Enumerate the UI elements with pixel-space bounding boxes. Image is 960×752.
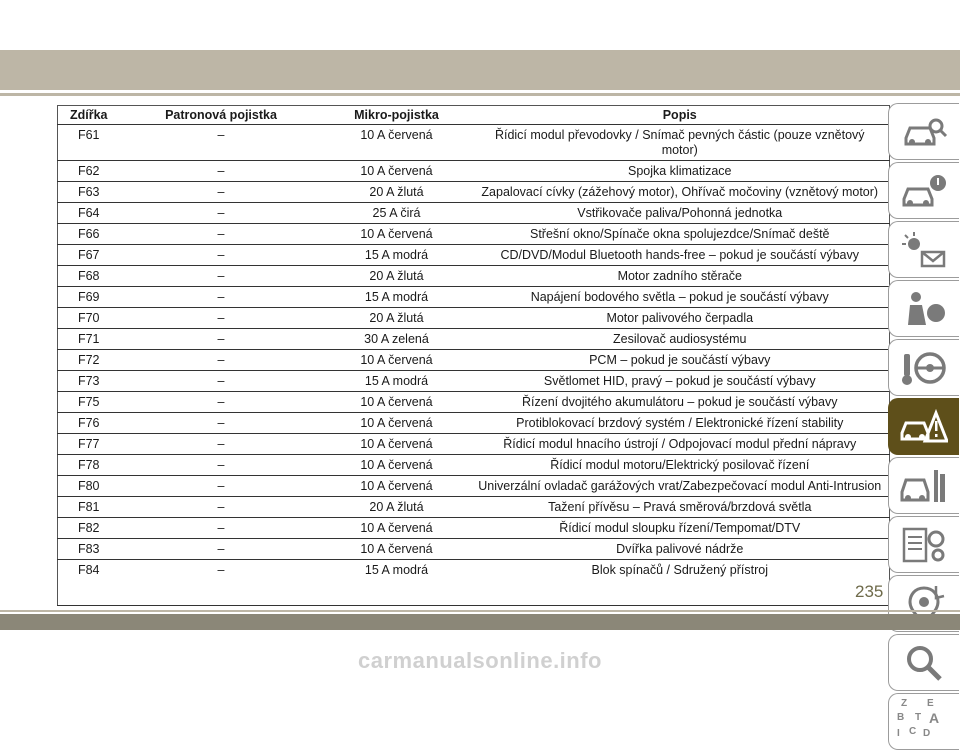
cell-slot: F71 (58, 329, 120, 350)
cell-description: Blok spínačů / Sdružený přístroj (471, 560, 890, 606)
tab-getting-to-know[interactable] (888, 103, 959, 160)
cell-slot: F76 (58, 413, 120, 434)
alphabet-index-icon (889, 694, 959, 749)
cell-mini-fuse: 25 A čirá (323, 203, 471, 224)
index-letter: D (923, 728, 931, 739)
cell-cartridge-fuse: – (120, 203, 323, 224)
cell-cartridge-fuse: – (120, 350, 323, 371)
header-description: Popis (471, 106, 890, 125)
cell-description: Protiblokovací brzdový systém / Elektronické řízení stability (471, 413, 890, 434)
cell-mini-fuse: 15 A modrá (323, 560, 471, 606)
table-header-row (58, 106, 890, 125)
table-row (58, 224, 890, 245)
table-row (58, 455, 890, 476)
table-row (58, 125, 890, 161)
tab-instruments[interactable] (888, 221, 959, 278)
table-row (58, 308, 890, 329)
cell-mini-fuse: 10 A červená (323, 161, 471, 182)
index-letter: I (897, 728, 900, 739)
cell-description: CD/DVD/Modul Bluetooth hands-free – pokud je součástí výbavy (471, 245, 890, 266)
cell-cartridge-fuse: – (120, 329, 323, 350)
cell-description: Napájení bodového světla – pokud je součástí výbavy (471, 287, 890, 308)
fuse-table (57, 105, 890, 606)
cell-description: Dvířka palivové nádrže (471, 539, 890, 560)
index-letter: C (909, 726, 917, 737)
cell-description: Řídicí modul sloupku řízení/Tempomat/DTV (471, 518, 890, 539)
cell-description: Motor zadního stěrače (471, 266, 890, 287)
table-row (58, 539, 890, 560)
cell-description: Řídicí modul převodovky / Snímač pevných částic (pouze vznětový motor) (471, 125, 890, 161)
cell-slot: F77 (58, 434, 120, 455)
cell-mini-fuse: 10 A červená (323, 125, 471, 161)
table-row (58, 182, 890, 203)
cell-description: Univerzální ovladač garážových vrat/Zabezpečovací modul Anti-Intrusion (471, 476, 890, 497)
cell-cartridge-fuse: – (120, 371, 323, 392)
cell-cartridge-fuse: – (120, 392, 323, 413)
tab-servicing[interactable] (888, 457, 959, 514)
cell-slot: F70 (58, 308, 120, 329)
cell-mini-fuse: 10 A červená (323, 539, 471, 560)
tab-safety[interactable] (888, 280, 959, 337)
steering-key-icon (900, 348, 948, 388)
cell-description: Zesilovač audiosystému (471, 329, 890, 350)
cell-description: Řídicí modul motoru/Elektrický posilovač řízení (471, 455, 890, 476)
cell-cartridge-fuse: – (120, 560, 323, 606)
cell-description: Vstřikovače paliva/Pohonná jednotka (471, 203, 890, 224)
cell-slot: F62 (58, 161, 120, 182)
cell-cartridge-fuse: – (120, 413, 323, 434)
index-letter: T (915, 712, 922, 723)
table-row (58, 350, 890, 371)
car-info-icon (900, 171, 948, 211)
cell-description: Zapalovací cívky (zážehový motor), Ohřívač močoviny (vznětový motor) (471, 182, 890, 203)
table-row (58, 266, 890, 287)
table-row (58, 476, 890, 497)
cell-slot: F83 (58, 539, 120, 560)
tab-car-info[interactable] (888, 162, 959, 219)
tab-technical-specs[interactable] (888, 516, 959, 573)
cell-cartridge-fuse: – (120, 245, 323, 266)
cell-mini-fuse: 10 A červená (323, 434, 471, 455)
cell-mini-fuse: 10 A červená (323, 518, 471, 539)
cell-mini-fuse: 30 A zelená (323, 329, 471, 350)
cell-slot: F69 (58, 287, 120, 308)
page-number: 235 (855, 582, 884, 601)
cell-mini-fuse: 10 A červená (323, 392, 471, 413)
cell-description: PCM – pokud je součástí výbavy (471, 350, 890, 371)
cell-slot: F82 (58, 518, 120, 539)
cell-mini-fuse: 20 A žlutá (323, 308, 471, 329)
cell-slot: F72 (58, 350, 120, 371)
cell-slot: F81 (58, 497, 120, 518)
cell-mini-fuse: 20 A žlutá (323, 497, 471, 518)
cell-slot: F67 (58, 245, 120, 266)
cell-slot: F75 (58, 392, 120, 413)
cell-cartridge-fuse: – (120, 476, 323, 497)
table-row (58, 434, 890, 455)
cell-slot: F66 (58, 224, 120, 245)
table-row (58, 497, 890, 518)
cell-description: Světlomet HID, pravý – pokud je součástí výbavy (471, 371, 890, 392)
cell-description: Spojka klimatizace (471, 161, 890, 182)
index-letter: E (927, 698, 934, 709)
cell-mini-fuse: 15 A modrá (323, 245, 471, 266)
cell-slot: F68 (58, 266, 120, 287)
cell-slot: F78 (58, 455, 120, 476)
tab-emergency[interactable] (888, 398, 959, 455)
footer-band (0, 614, 960, 630)
car-tools-icon (900, 466, 948, 506)
cell-description: Řídicí modul hnacího ústrojí / Odpojovací modul přední nápravy (471, 434, 890, 455)
index-letter: A (929, 710, 940, 726)
cell-mini-fuse: 10 A červená (323, 455, 471, 476)
table-row (58, 161, 890, 182)
table-row (58, 287, 890, 308)
watermark: carmanualsonline.info (358, 648, 602, 673)
cell-cartridge-fuse: – (120, 497, 323, 518)
cell-mini-fuse: 15 A modrá (323, 287, 471, 308)
footer-rule (0, 610, 960, 612)
cell-mini-fuse: 10 A červená (323, 413, 471, 434)
cell-cartridge-fuse: – (120, 308, 323, 329)
cell-slot: F61 (58, 125, 120, 161)
tab-index[interactable] (888, 693, 959, 750)
header-rule (0, 93, 960, 96)
table-row (58, 560, 890, 606)
header-slot: Zdířka (58, 106, 120, 125)
list-gears-icon (900, 525, 948, 565)
car-warning-icon (900, 407, 948, 447)
cell-cartridge-fuse: – (120, 518, 323, 539)
cell-cartridge-fuse: – (120, 125, 323, 161)
table-row (58, 329, 890, 350)
cell-cartridge-fuse: – (120, 224, 323, 245)
cell-description: Řízení dvojitého akumulátoru – pokud je součástí výbavy (471, 392, 890, 413)
header-mini-fuse: Mikro-pojistka (323, 106, 471, 125)
car-search-icon (900, 112, 948, 152)
tab-starting-driving[interactable] (888, 339, 959, 396)
cell-cartridge-fuse: – (120, 182, 323, 203)
table-row (58, 413, 890, 434)
table-row (58, 245, 890, 266)
cell-slot: F73 (58, 371, 120, 392)
table-row (58, 392, 890, 413)
seatbelt-airbag-icon (900, 289, 948, 329)
cell-cartridge-fuse: – (120, 434, 323, 455)
cell-slot: F80 (58, 476, 120, 497)
table-row (58, 203, 890, 224)
cell-slot: F63 (58, 182, 120, 203)
cell-description: Střešní okno/Spínače okna spolujezdce/Snímač deště (471, 224, 890, 245)
cell-cartridge-fuse: – (120, 455, 323, 476)
cell-mini-fuse: 10 A červená (323, 350, 471, 371)
header-cartridge-fuse: Patronová pojistka (120, 106, 323, 125)
cell-slot: F64 (58, 203, 120, 224)
cell-cartridge-fuse: – (120, 161, 323, 182)
cell-mini-fuse: 10 A červená (323, 224, 471, 245)
index-letter: Z (901, 698, 908, 709)
cell-mini-fuse: 10 A červená (323, 476, 471, 497)
cell-mini-fuse: 20 A žlutá (323, 266, 471, 287)
cell-cartridge-fuse: – (120, 287, 323, 308)
table-row (58, 371, 890, 392)
cell-description: Motor palivového čerpadla (471, 308, 890, 329)
cell-description: Tažení přívěsu – Pravá směrová/brzdová světla (471, 497, 890, 518)
cell-mini-fuse: 20 A žlutá (323, 182, 471, 203)
index-letter: B (897, 712, 905, 723)
sun-mail-icon (900, 230, 948, 270)
cell-slot: F84 (58, 560, 120, 606)
cell-cartridge-fuse: – (120, 266, 323, 287)
cell-mini-fuse: 15 A modrá (323, 371, 471, 392)
table-row (58, 518, 890, 539)
header-band (0, 50, 960, 90)
cell-cartridge-fuse: – (120, 539, 323, 560)
